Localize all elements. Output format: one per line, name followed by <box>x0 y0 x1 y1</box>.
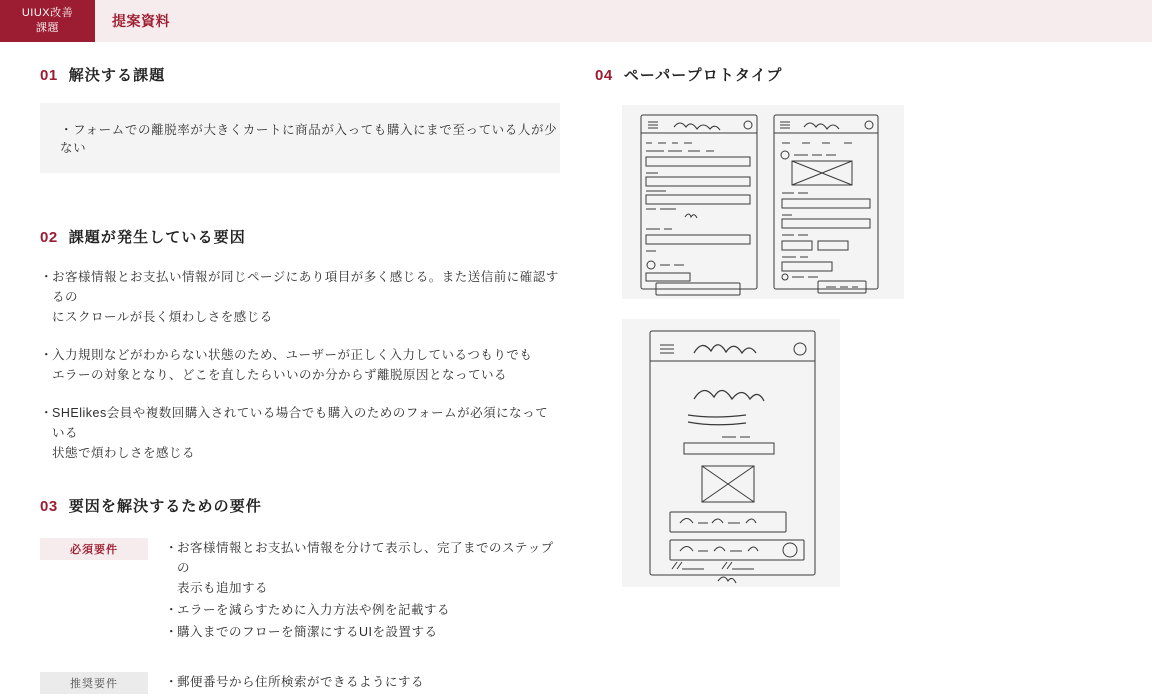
logo-line-1: UIUX改善 <box>21 7 74 19</box>
sketch-drawing-1 <box>622 105 904 299</box>
section-02 <box>40 226 560 463</box>
list-item <box>165 538 560 598</box>
section-02-list <box>40 267 560 463</box>
section-02-number: 02 <box>40 229 58 246</box>
list-item-line-2: 表示も追加する <box>177 581 269 595</box>
sketch-drawing-2 <box>622 319 840 587</box>
section-03-title: 要因を解決するための要件 <box>68 498 262 515</box>
section-01-heading <box>40 64 560 85</box>
list-item-line-2: エラーの対象となり、どこを直したらいいのか分からず離脱原因となっている <box>52 368 508 382</box>
list-item <box>165 600 560 620</box>
status-badge-recommended: 推奨要件 <box>40 672 148 694</box>
section-01 <box>40 64 560 173</box>
section-03 <box>40 495 560 694</box>
app-header <box>0 0 1152 42</box>
list-item <box>165 622 560 642</box>
right-column <box>595 64 1115 587</box>
section-01-number: 01 <box>40 67 58 84</box>
logo-badge[interactable] <box>0 0 95 42</box>
list-item-line-2: にスクロールが長く煩わしさを感じる <box>52 310 273 324</box>
logo-line-2: 課題 <box>36 22 59 34</box>
section-01-callout: ・フォームでの離脱率が大きくカートに商品が入っても購入にまで至っている人が少ない <box>40 103 560 173</box>
list-item <box>40 403 560 463</box>
section-03-heading <box>40 495 560 516</box>
list-item <box>40 345 560 385</box>
list-item-line-1: 郵便番号から住所検索ができるようにする <box>177 675 425 689</box>
paper-prototype-image-2[interactable] <box>622 319 840 587</box>
list-item <box>165 672 560 692</box>
list-item-line-1: 入力規則などがわからない状態のため、ユーザーが正しく入力しているつもりでも <box>52 348 533 362</box>
list-item-line-1: SHElikes会員や複数回購入されている場合でも購入のためのフォームが必須になっている <box>52 406 549 440</box>
prototype-gallery <box>595 105 1115 587</box>
paper-prototype-image-1[interactable] <box>622 105 904 299</box>
section-04-heading <box>595 64 1115 85</box>
section-01-title: 解決する課題 <box>68 67 166 84</box>
list-item-line-1: お客様情報とお支払い情報が同じページにあり項目が多く感じる。また送信前に確認するの <box>52 270 559 304</box>
bullet-mark: ・ <box>40 406 54 420</box>
page-title: 提案資料 <box>112 13 170 29</box>
section-04-title: ペーパープロトタイプ <box>623 67 783 84</box>
recommended-requirements-row <box>40 672 560 694</box>
bullet-mark: ・ <box>165 675 179 689</box>
list-item-line-1: エラーを減らすために入力方法や例を記載する <box>177 603 451 617</box>
status-badge-must: 必須要件 <box>40 538 148 560</box>
bullet-mark: ・ <box>165 603 179 617</box>
must-requirements-row <box>40 538 560 644</box>
recommended-requirements-list <box>165 672 560 694</box>
must-requirements-list <box>165 538 560 644</box>
list-item-line-1: お客様情報とお支払い情報を分けて表示し、完了までのステップの <box>177 541 554 575</box>
section-03-number: 03 <box>40 498 58 515</box>
bullet-mark: ・ <box>40 270 54 284</box>
section-02-heading <box>40 226 560 247</box>
list-item-line-2: 状態で煩わしさを感じる <box>52 446 196 460</box>
section-02-title: 課題が発生している要因 <box>68 229 246 246</box>
list-item-line-1: 購入までのフローを簡潔にするUIを設置する <box>177 625 438 639</box>
bullet-mark: ・ <box>165 541 179 555</box>
left-column <box>40 64 560 694</box>
list-item <box>40 267 560 327</box>
section-04-number: 04 <box>595 67 613 84</box>
bullet-mark: ・ <box>165 625 179 639</box>
bullet-mark: ・ <box>40 348 54 362</box>
